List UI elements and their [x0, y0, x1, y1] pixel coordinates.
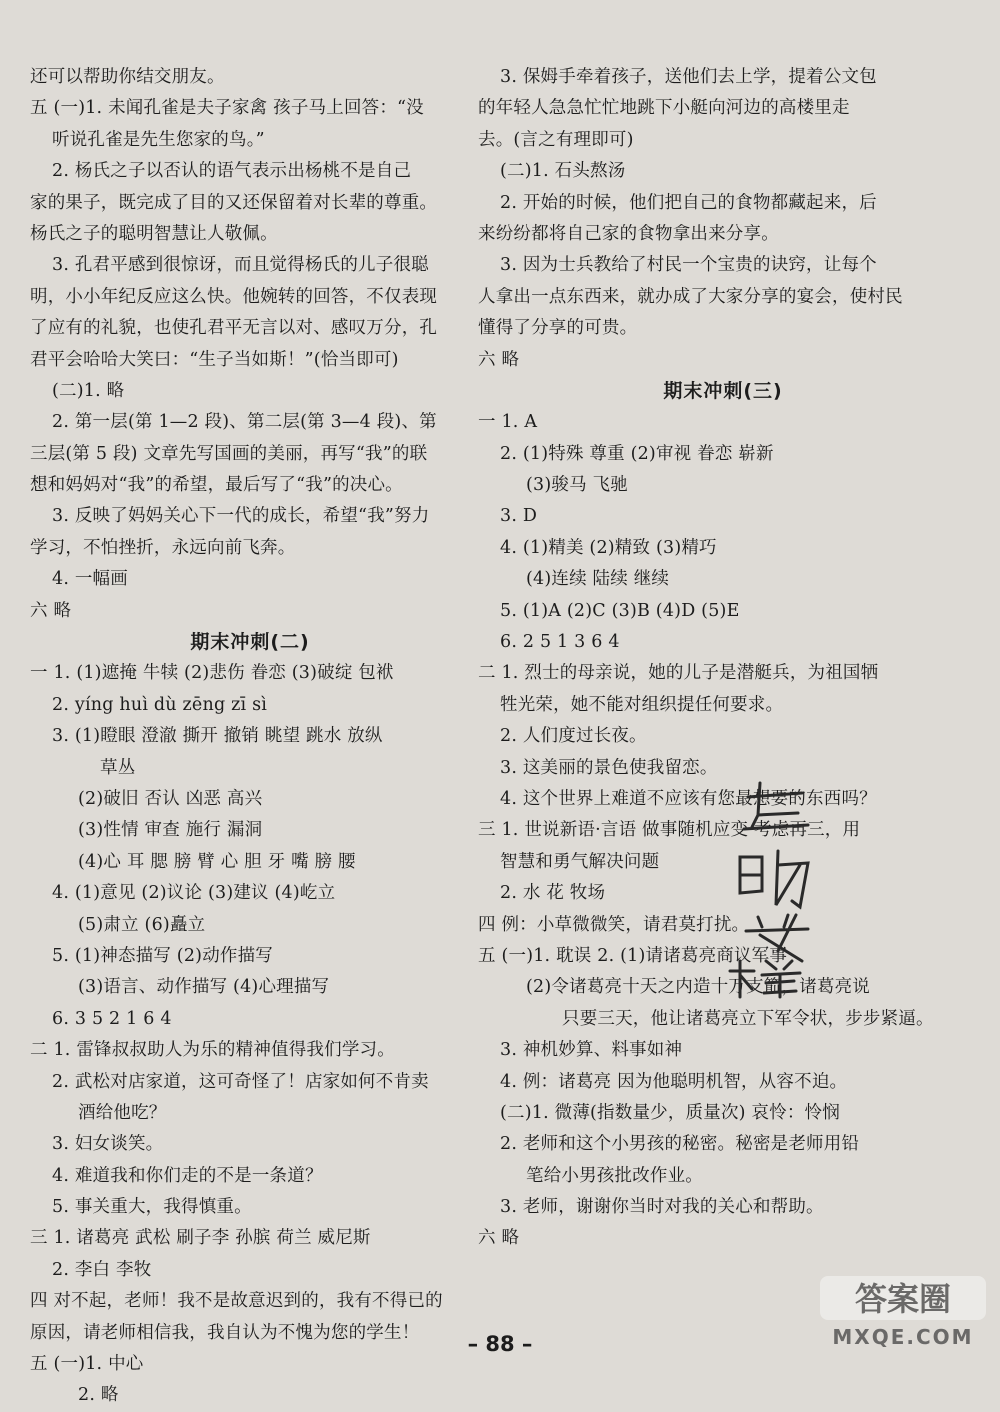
- answer-line: (4)连续 陆续 继续: [526, 569, 670, 590]
- answer-line: 三层(第 5 段) 文章先写国画的美丽，再写“我”的联: [30, 443, 428, 464]
- section-title: 期末冲刺(三): [663, 379, 783, 402]
- answer-line: 学习，不怕挫折，永远向前飞奔。: [30, 537, 296, 558]
- answer-line: 四 对不起，老师！我不是故意迟到的，我有不得已的: [30, 1291, 443, 1312]
- answer-line: 的年轻人急急忙忙地跳下小艇向河边的高楼里走: [478, 98, 850, 119]
- answer-line: 智慧和勇气解决问题: [500, 851, 660, 872]
- answer-line: 三 1. 世说新语·言语 做事随机应变 考虑再三，用: [478, 820, 861, 841]
- page-number: – 88 –: [467, 1332, 533, 1356]
- answer-line: 原因，请老师相信我，我自认为不愧为您的学生！: [30, 1322, 420, 1343]
- answer-line: 4. 难道我和你们走的不是一条道？: [52, 1165, 323, 1186]
- answer-line: 2. 开始的时候，他们把自己的食物都藏起来，后: [500, 192, 877, 213]
- answer-line: 五 (一)1. 耽误 2. (1)请诸葛亮商议军事: [478, 945, 788, 966]
- answer-line: 笔给小男孩批改作业。: [526, 1165, 703, 1186]
- answer-line: 还可以帮助你结交朋友。: [30, 67, 225, 87]
- answer-line: 2. 水 花 牧场: [500, 883, 606, 904]
- answer-line: 2. (1)特殊 尊重 (2)审视 眷恋 崭新: [500, 443, 774, 464]
- answer-line: 牲光荣，她不能对组织提任何要求。: [500, 694, 784, 715]
- answer-line: 3. 孔君平感到很惊讶，而且觉得杨氏的儿子很聪: [52, 255, 429, 276]
- answer-line: 3. 老师，谢谢你当时对我的关心和帮助。: [500, 1197, 824, 1218]
- answer-line: 3. (1)瞪眼 澄澈 撕开 撤销 眺望 跳水 放纵: [52, 726, 383, 747]
- answer-line: (3)性情 审查 施行 漏洞: [78, 820, 263, 841]
- answer-line: 五 (一)1. 中心: [30, 1354, 144, 1375]
- right-column: [478, 62, 968, 1255]
- answer-line: 人拿出一点东西来，就办成了大家分享的宴会，使村民: [478, 286, 903, 307]
- answer-line: 4. 这个世界上难道不应该有您最想要的东西吗？: [500, 788, 877, 809]
- answer-line: 一 1. A: [478, 412, 538, 433]
- answer-line: (二)1. 略: [52, 380, 125, 401]
- answer-line: 懂得了分享的可贵。: [478, 318, 638, 339]
- answer-line: 五 (一)1. 未闻孔雀是夫子家禽 孩子马上回答：“没: [30, 98, 424, 119]
- answer-line: 杨氏之子的聪明智慧让人敬佩。: [30, 223, 278, 244]
- answer-line: 2. 杨氏之子以否认的语气表示出杨桃不是自己: [52, 161, 412, 182]
- answer-line: (5)肃立 (6)矗立: [78, 914, 206, 935]
- answer-line: 3. 因为士兵教给了村民一个宝贵的诀窍，让每个: [500, 255, 877, 276]
- answer-line: 听说孔雀是先生您家的鸟。”: [52, 129, 265, 150]
- answer-line: 4. (1)精美 (2)精致 (3)精巧: [500, 537, 717, 558]
- svg-text:MXQE.COM: MXQE.COM: [832, 1325, 974, 1349]
- answer-line: 六 略: [478, 1228, 520, 1249]
- watermark-logo: [818, 1272, 988, 1352]
- answer-line: 5. (1)神态描写 (2)动作描写: [52, 945, 273, 966]
- answer-line: 3. 反映了妈妈关心下一代的成长，希望“我”努力: [52, 506, 430, 527]
- answer-line: (2)令诸葛亮十天之内造十万支箭，诸葛亮说: [526, 977, 870, 998]
- answer-line: 2. 武松对店家道，这可奇怪了！店家如何不肯卖: [52, 1071, 429, 1092]
- answer-line: 5. 事关重大，我得慎重。: [52, 1197, 252, 1218]
- answer-line: 来纷纷都将自己家的食物拿出来分享。: [478, 223, 779, 244]
- left-column: [30, 62, 470, 1412]
- answer-line: 想和妈妈对“我”的希望，最后写了“我”的决心。: [30, 475, 403, 496]
- answer-line: 四 例：小草微微笑，请君莫打扰。: [478, 914, 750, 935]
- answer-line: 4. (1)意见 (2)议论 (3)建议 (4)屹立: [52, 883, 336, 904]
- answer-line: 2. 第一层(第 1—2 段)、第二层(第 3—4 段)、第: [52, 412, 437, 433]
- answer-line: 二 1. 雷锋叔叔助人为乐的精神值得我们学习。: [30, 1040, 395, 1061]
- answer-line: (二)1. 石头熬汤: [500, 161, 626, 182]
- answer-line: 一 1. (1)遮掩 牛犊 (2)悲伤 眷恋 (3)破绽 包袱: [30, 663, 394, 684]
- answer-line: (3)语言、动作描写 (4)心理描写: [78, 977, 330, 998]
- answer-line: 4. 一幅画: [52, 569, 128, 590]
- section-title: 期末冲刺(二): [190, 631, 310, 654]
- answer-line: 草丛: [100, 757, 136, 778]
- answer-line: 6. 2 5 1 3 6 4: [500, 632, 620, 653]
- answer-line: 3. 妇女谈笑。: [52, 1134, 164, 1155]
- answer-line: 君平会哈哈大笑曰：“生子当如斯！”(恰当即可): [30, 349, 399, 370]
- answer-line: 二 1. 烈士的母亲说，她的儿子是潜艇兵，为祖国牺: [478, 663, 879, 684]
- answer-line: 3. 这美丽的景色使我留恋。: [500, 757, 718, 778]
- handwritten-annotation: [700, 765, 890, 1005]
- answer-line: 六 略: [30, 600, 72, 621]
- answer-line: 三 1. 诸葛亮 武松 刷子李 孙膑 荷兰 威尼斯: [30, 1228, 371, 1249]
- answer-line: (2)破旧 否认 凶恶 高兴: [78, 788, 263, 809]
- answer-line: 3. 保姆手牵着孩子，送他们去上学，提着公文包: [500, 67, 877, 87]
- answer-line: 3. D: [500, 506, 538, 527]
- answer-line: 2. 人们度过长夜。: [500, 726, 647, 747]
- svg-text:答案圈: 答案圈: [854, 1280, 952, 1318]
- answer-line: 2. yíng huì dù zēng zī sì: [52, 694, 268, 715]
- answer-line: 酒给他吃？: [78, 1102, 167, 1123]
- answer-line: 4. 例：诸葛亮 因为他聪明机智，从容不迫。: [500, 1071, 848, 1092]
- answer-line: 2. 李白 李牧: [52, 1259, 152, 1280]
- answer-line: 3. 神机妙算、料事如神: [500, 1040, 683, 1061]
- answer-line: 6. 3 5 2 1 6 4: [52, 1008, 172, 1029]
- answer-line: (3)骏马 飞驰: [526, 475, 628, 496]
- answer-line: 了应有的礼貌，也使孔君平无言以对、感叹万分，孔: [30, 318, 438, 339]
- answer-line: 家的果子，既完成了目的又还保留着对长辈的尊重。: [30, 192, 438, 213]
- answer-line: 明，小小年纪反应这么快。他婉转的回答，不仅表现: [30, 286, 438, 307]
- answer-line: 去。(言之有理即可): [478, 129, 634, 150]
- answer-line: (二)1. 微薄(指数量少，质量次) 哀怜：怜悯: [500, 1102, 840, 1123]
- answer-line: 只要三天，他让诸葛亮立下军令状，步步紧逼。: [562, 1008, 934, 1029]
- answer-line: 5. (1)A (2)C (3)B (4)D (5)E: [500, 600, 740, 621]
- answer-line: 2. 略: [78, 1385, 119, 1406]
- answer-line: 六 略: [478, 349, 520, 370]
- answer-line: (4)心 耳 腮 膀 臂 心 胆 牙 嘴 膀 腰: [78, 851, 356, 872]
- answer-line: 2. 老师和这个小男孩的秘密。秘密是老师用铅: [500, 1134, 860, 1155]
